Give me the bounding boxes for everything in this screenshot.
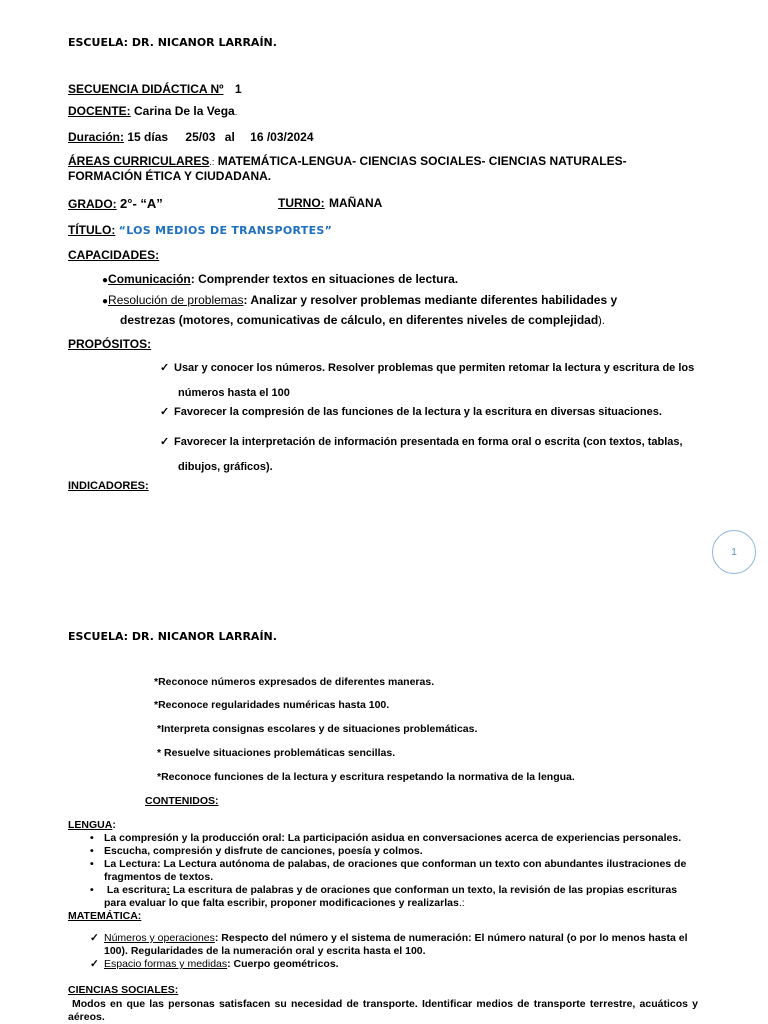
areas-line [68,154,698,183]
duration-line [68,130,314,144]
writing-text: La escritura de palabras y de oraciones que conforman un texto, la revisión de las propias escrituras para evaluar lo que falta escribir, proponer modificaciones y realizarlas [104,884,678,909]
teacher-dot: . [234,107,238,117]
sequence-number: 1 [234,82,242,96]
areas-sep: .: [209,157,215,167]
purpose-item [160,405,662,419]
capacity-continuation [120,313,605,327]
indicator-item: *Reconoce números expresados de diferentes maneras. [154,676,435,688]
lengua-list [86,832,701,910]
sociales-heading: CIENCIAS SOCIALES: [68,984,179,996]
grade-value: 2°- “A” [120,196,163,211]
grade-line [68,196,468,211]
math-item-name: Espacio formas y medidas [104,958,228,970]
purpose-line: números hasta el 100 [178,387,290,399]
capacity-name: Resolución de problemas [108,293,244,307]
school-name: ESCUELA: DR. NICANOR LARRAÍN. [68,36,277,49]
purpose-line: dibujos, gráficos). [178,461,273,473]
math-item [90,932,700,958]
list-item: • La Lectura: La Lectura autónoma de palabas, de oraciones que conforman un texto con abundantes ilustraciones de fragmentos de textos. [104,858,701,884]
title-value: “LOS MEDIOS DE TRANSPORTES” [118,224,333,237]
page-number-badge: 1 [712,530,756,574]
purposes-heading: PROPÓSITOS: [68,337,152,351]
sociales-text: Modos en que las personas satisfacen su necesidad de transporte. Identificar medios de transporte terrestre, acuáticos y aéreos. [68,998,698,1023]
matematica-heading: MATEMÁTICA: [68,910,142,922]
contents-heading: CONTENIDOS: [145,795,219,807]
indicator-item: *Interpreta consignas escolares y de situaciones problemáticas. [157,723,478,735]
duration-days: 15 días [127,130,169,144]
list-item [104,884,701,910]
duration-label: Duración: [68,130,125,144]
capacity-item: ●Comunicación: Comprender textos en situaciones de lectura. [102,272,459,286]
grade-label: GRADO: [68,197,117,211]
capacity-cont: destrezas (motores, comunicativas de cálculo, en diferentes niveles de complejidad [120,313,599,327]
math-item [90,958,339,971]
capacity-item: ●Resolución de problemas: Analizar y resolver problemas mediante diferentes habilidades y [102,293,618,307]
indicators-heading: INDICADORES: [68,480,149,492]
purpose-item [160,356,700,406]
math-item-text: : Respecto del número y el sistema de numeración: El número natural (o por lo menos hasta el 100). Regularidades de la numeración oral y escrita hasta el 100. [104,932,688,957]
math-item-name: Números y operaciones [104,932,215,944]
school-name-page2: ESCUELA: DR. NICANOR LARRAÍN. [68,630,277,643]
capacity-name: Comunicación [108,272,191,286]
check-icon: ✓ [160,406,170,418]
shift-label: TURNO: [278,196,325,210]
duration-end: 16 /03/2024 [250,130,314,144]
lengua-heading-line [68,819,116,831]
writing-end: .: [458,897,465,909]
check-icon: ✓ [90,958,99,970]
lengua-colon: : [112,819,116,831]
check-icon: ✓ [160,436,170,448]
duration-al: al [224,130,235,144]
capacity-end: ). [598,315,605,327]
capacities-heading: CAPACIDADES: [68,248,160,262]
indicator-item: * Resuelve situaciones problemáticas sencillas. [157,747,396,759]
lengua-heading: LENGUA [68,819,113,831]
teacher-label: DOCENTE: [68,104,131,118]
duration-start: 25/03 [185,130,216,144]
shift-value: MAÑANA [329,196,383,210]
check-icon: ✓ [160,362,170,374]
list-item: • La compresión y la producción oral: La participación asidua en conversaciones acerca de experiencias personales. [104,832,701,845]
teacher-line [68,104,237,118]
indicator-item: *Reconoce regularidades numéricas hasta 100. [154,699,390,711]
check-icon: ✓ [90,932,99,944]
sequence-line [68,82,242,96]
areas-label: ÁREAS CURRICULARES [68,154,210,168]
purpose-line: Favorecer la compresión de las funciones de la lectura y la escritura en diversas situaciones. [174,406,662,418]
indicator-item: *Reconoce funciones de la lectura y escritura respetando la normativa de la lengua. [157,771,575,783]
purpose-line: Favorecer la interpretación de información presentada en forma oral o escrita (con textos, tablas, [174,436,683,448]
writing-colon: : [166,884,170,896]
list-item: • Escucha, compresión y disfrute de canciones, poesía y colmos. [104,845,701,858]
areas-value: MATEMÁTICA-LENGUA- CIENCIAS SOCIALES- CIENCIAS NATURALES- FORMACIÓN ÉTICA Y CIUDADANA. [68,154,627,183]
title-label: TÍTULO: [68,223,116,237]
sequence-label: SECUENCIA DIDÁCTICA Nº [68,82,224,96]
title-line [68,223,332,237]
purpose-item [160,430,700,480]
purpose-line: Usar y conocer los números. Resolver problemas que permiten retomar la lectura y escritura de los [174,362,695,374]
teacher-value: Carina De la Vega [134,104,235,118]
capacity-text: : Analizar y resolver problemas mediante diferentes habilidades y [243,293,618,307]
math-item-text: : Cuerpo geométricos. [227,958,339,970]
capacity-text: : Comprender textos en situaciones de lectura. [190,272,459,286]
writing-label: La escritura [106,884,167,896]
